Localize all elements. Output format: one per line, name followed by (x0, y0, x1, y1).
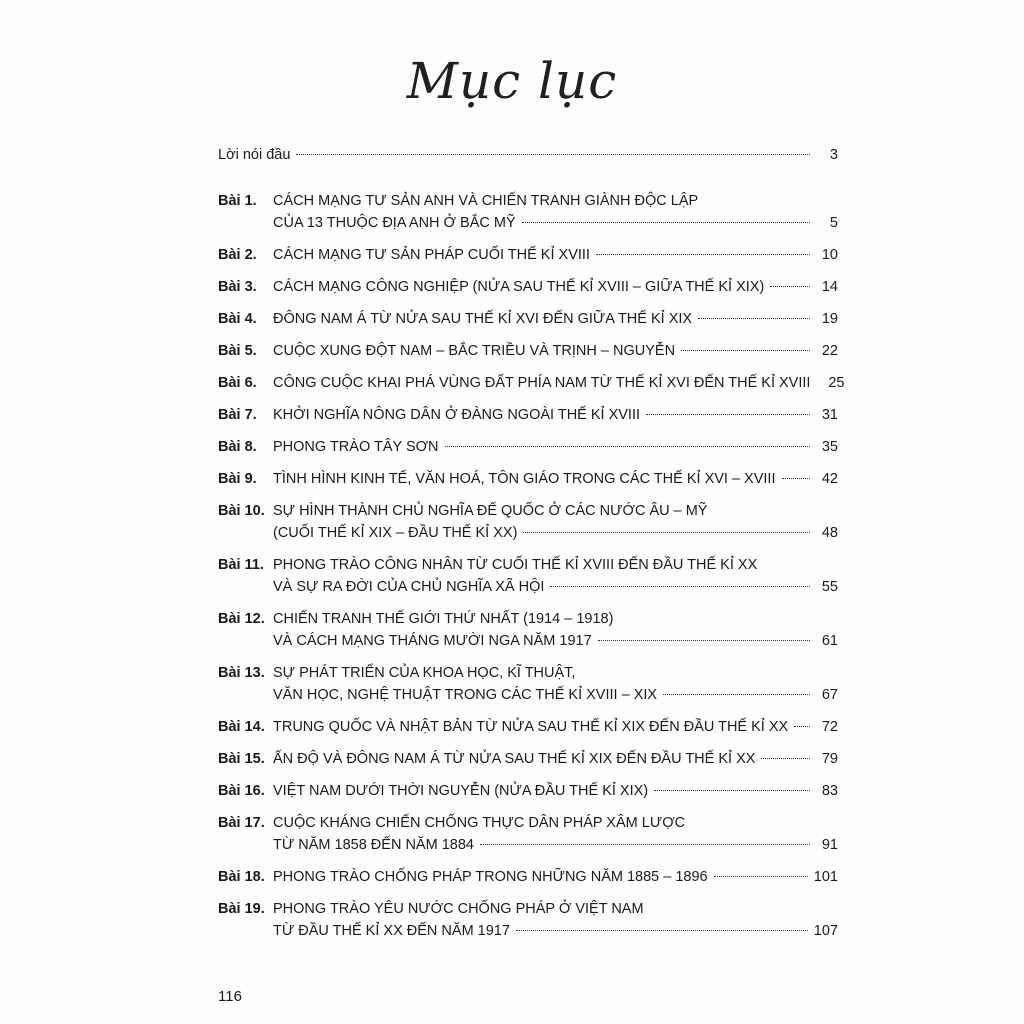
lesson-number: Bài 9. (218, 471, 257, 487)
lesson-number: Bài 19. (218, 901, 265, 917)
toc-entry (218, 190, 838, 234)
lesson-number: Bài 16. (218, 783, 265, 799)
lesson-title-line: ĐÔNG NAM Á TỪ NỬA SAU THẾ KỈ XVI ĐẾN GIỮA THẾ KỈ XIX (273, 311, 693, 327)
dot-leader (516, 930, 808, 931)
toc-entry (218, 866, 838, 888)
lesson-title-line: VÀ SỰ RA ĐỜI CỦA CHỦ NGHĨA XÃ HỘI (273, 579, 545, 595)
page-title: Mục lục (406, 52, 618, 110)
lesson-number: Bài 4. (218, 311, 257, 327)
toc-entry (218, 308, 838, 330)
dot-leader (596, 254, 810, 255)
lesson-number: Bài 6. (218, 375, 257, 391)
lesson-number: Bài 8. (218, 439, 257, 455)
lesson-number: Bài 7. (218, 407, 257, 423)
lesson-number: Bài 18. (218, 869, 265, 885)
table-of-contents (218, 144, 845, 942)
toc-entry (218, 404, 838, 426)
dot-leader (445, 446, 810, 447)
lesson-title-line: PHONG TRÀO YÊU NƯỚC CHỐNG PHÁP Ở VIỆT NAM (273, 901, 644, 917)
lesson-page-number: 22 (821, 343, 838, 359)
lesson-page-number: 14 (821, 279, 838, 295)
dot-leader (794, 726, 810, 727)
toc-entry (218, 662, 838, 706)
toc-entry (218, 276, 838, 298)
toc-entry (218, 898, 838, 942)
dot-leader (522, 222, 810, 223)
dot-leader (296, 154, 810, 155)
lesson-title-line: CỦA 13 THUỘC ĐỊA ANH Ở BẮC MỸ (273, 215, 516, 231)
lesson-title-line: TỪ ĐẦU THẾ KỈ XX ĐẾN NĂM 1917 (273, 923, 510, 939)
lesson-title-line: CHIẾN TRANH THẾ GIỚI THỨ NHẤT (1914 – 1918) (273, 611, 614, 627)
lesson-title-line: CUỘC KHÁNG CHIẾN CHỐNG THỰC DÂN PHÁP XÂM LƯỢC (273, 815, 686, 831)
lesson-title-line: (CUỐI THẾ KỈ XIX – ĐẦU THẾ KỈ XX) (273, 525, 518, 541)
dot-leader (681, 350, 810, 351)
lesson-number: Bài 1. (218, 193, 257, 209)
lesson-page-number: 91 (821, 837, 838, 853)
toc-entry (218, 244, 838, 266)
dot-leader (782, 478, 811, 479)
lesson-title-line: ẤN ĐỘ VÀ ĐÔNG NAM Á TỪ NỬA SAU THẾ KỈ XIX ĐẾN ĐẦU THẾ KỈ XX (273, 751, 756, 767)
lesson-number: Bài 15. (218, 751, 265, 767)
toc-entry (218, 812, 838, 856)
lesson-number: Bài 10. (218, 503, 265, 519)
lesson-number: Bài 14. (218, 719, 265, 735)
lesson-number: Bài 2. (218, 247, 257, 263)
dot-leader (646, 414, 810, 415)
lesson-title-line: CÁCH MẠNG CÔNG NGHIỆP (NỬA SAU THẾ KỈ XVIII – GIỮA THẾ KỈ XIX) (273, 279, 765, 295)
toc-entry (218, 468, 838, 490)
lesson-page-number: 55 (821, 579, 838, 595)
lesson-page-number: 83 (821, 783, 838, 799)
lesson-title-line: VÀ CÁCH MẠNG THÁNG MƯỜI NGA NĂM 1917 (273, 633, 592, 649)
lesson-page-number: 35 (821, 439, 838, 455)
dot-leader (598, 640, 810, 641)
dot-leader (654, 790, 810, 791)
dot-leader (523, 532, 810, 533)
lesson-number: Bài 3. (218, 279, 257, 295)
lesson-title-line: KHỞI NGHĨA NÔNG DÂN Ở ĐÀNG NGOÀI THẾ KỈ XVIII (273, 407, 641, 423)
toc-entry (218, 372, 845, 394)
page-number: 116 (218, 988, 242, 1005)
lesson-number: Bài 13. (218, 665, 265, 681)
lesson-title-line: CÁCH MẠNG TƯ SẢN PHÁP CUỐI THẾ KỈ XVIII (273, 247, 590, 263)
lesson-title-line: VĂN HỌC, NGHỆ THUẬT TRONG CÁC THẾ KỈ XVIII – XIX (273, 687, 658, 703)
lesson-page-number: 25 (828, 375, 845, 391)
lesson-page-number: 107 (813, 923, 838, 939)
lesson-number: Bài 12. (218, 611, 265, 627)
lesson-title-line: PHONG TRÀO CHỐNG PHÁP TRONG NHỮNG NĂM 1885 – 1896 (273, 869, 708, 885)
dot-leader (714, 876, 808, 877)
toc-entry (218, 554, 838, 598)
lesson-page-number: 10 (821, 247, 838, 263)
toc-entry-preface (218, 144, 838, 166)
lesson-title-line: TÌNH HÌNH KINH TẾ, VĂN HOÁ, TÔN GIÁO TRONG CÁC THẾ KỈ XVI – XVIII (273, 471, 776, 487)
lesson-page-number: 5 (829, 215, 838, 231)
toc-entry (218, 748, 838, 770)
lesson-page-number: 19 (821, 311, 838, 327)
toc-entry (218, 340, 838, 362)
lesson-title-line: PHONG TRÀO CÔNG NHÂN TỪ CUỐI THẾ KỈ XVIII ĐẾN ĐẦU THẾ KỈ XX (273, 557, 758, 573)
toc-entry (218, 716, 838, 738)
dot-leader (663, 694, 810, 695)
lesson-title-line: CÁCH MẠNG TƯ SẢN ANH VÀ CHIẾN TRANH GIÀNH ĐỘC LẬP (273, 193, 699, 209)
lesson-page-number: 42 (821, 471, 838, 487)
dot-leader (698, 318, 810, 319)
toc-entries (218, 190, 845, 942)
lesson-page-number: 79 (821, 751, 838, 767)
lesson-page-number: 67 (821, 687, 838, 703)
preface-page-number: 3 (829, 147, 838, 163)
lesson-page-number: 31 (821, 407, 838, 423)
lesson-page-number: 72 (821, 719, 838, 735)
toc-entry (218, 608, 838, 652)
lesson-number: Bài 5. (218, 343, 257, 359)
toc-entry (218, 500, 838, 544)
lesson-title-line: CÔNG CUỘC KHAI PHÁ VÙNG ĐẤT PHÍA NAM TỪ THẾ KỈ XVI ĐẾN THẾ KỈ XVIII (273, 375, 811, 391)
toc-entry (218, 436, 838, 458)
lesson-title-line: CUỘC XUNG ĐỘT NAM – BẮC TRIỀU VÀ TRỊNH – NGUYỄN (273, 343, 676, 359)
lesson-title-line: SỰ PHÁT TRIỂN CỦA KHOA HỌC, KĨ THUẬT, (273, 665, 576, 681)
lesson-page-number: 48 (821, 525, 838, 541)
lesson-title-line: PHONG TRÀO TÂY SƠN (273, 439, 439, 455)
dot-leader (480, 844, 810, 845)
lesson-title-line: TỪ NĂM 1858 ĐẾN NĂM 1884 (273, 837, 474, 853)
lesson-title-line: VIỆT NAM DƯỚI THỜI NGUYỄN (NỬA ĐẦU THẾ KỈ XIX) (273, 783, 649, 799)
dot-leader (761, 758, 810, 759)
lesson-page-number: 101 (813, 869, 838, 885)
toc-entry (218, 780, 838, 802)
dot-leader (770, 286, 810, 287)
dot-leader (550, 586, 810, 587)
lesson-title-line: SỰ HÌNH THÀNH CHỦ NGHĨA ĐẾ QUỐC Ở CÁC NƯỚC ÂU – MỸ (273, 503, 708, 519)
lesson-number: Bài 17. (218, 815, 265, 831)
lesson-number: Bài 11. (218, 557, 264, 573)
lesson-page-number: 61 (821, 633, 838, 649)
lesson-title-line: TRUNG QUỐC VÀ NHẬT BẢN TỪ NỬA SAU THẾ KỈ XIX ĐẾN ĐẦU THẾ KỈ XX (273, 719, 789, 735)
preface-label: Lời nói đầu (218, 147, 291, 163)
